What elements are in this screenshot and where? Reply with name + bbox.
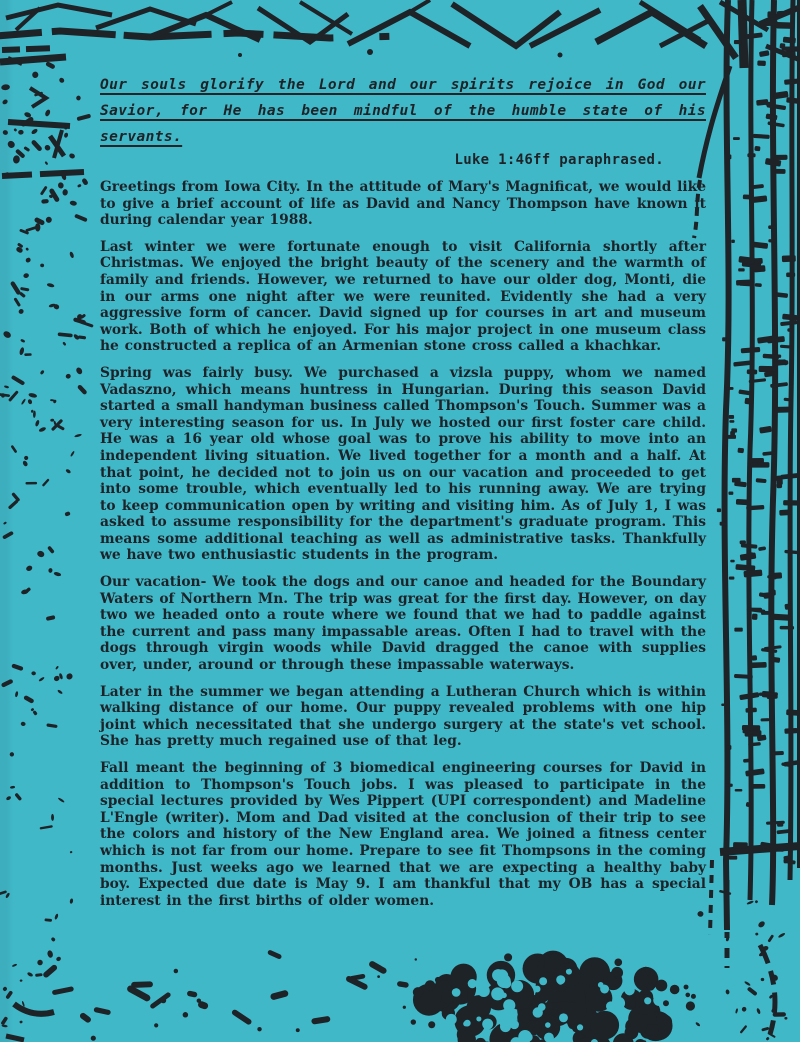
scripture-attribution: Luke 1:46ff paraphrased. [454, 152, 664, 168]
foliage-fringe [411, 953, 696, 1042]
scripture-line-1: Our souls glorify the Lord and our spirits rejoice in God our [100, 77, 706, 93]
letter-paragraph-spring-summer: Spring was fairly busy. We purchased a vizsla puppy, whom we named Vadaszno, which means huntress in Hungarian. During this season David started a small handyman business called Thompson's Touch. Summer was a very interesting season for us. In July we hosted our first foster care child. He was a 16 year old whose goal was to prove his ability to move into an independent living situation. We lived together for a month and a half. At that point, he decided not to join us on our vacation and proceeded to get into some trouble, which eventually led to his running away. We are trying to keep communication open by writing and visiting him. As of July 1, I was asked to assume responsibility for the department's graduate program. This means some additional teaching as well as administrative tasks. Thankfully we have two enthusiastic students in the program. [100, 364, 706, 564]
branch-strokes [0, 0, 800, 68]
foliage-mass [413, 951, 673, 1042]
foliage-holes [446, 969, 665, 1042]
letter-paragraph-greeting: Greetings from Iowa City. In the attitude of Mary's Magnificat, we would like to give a brief account of life as David and Nancy Thompson have known it during calendar year 1988. [100, 179, 706, 229]
tree-branches-icon [0, 0, 800, 70]
birch-trunks-icon [690, 0, 800, 1042]
ink-speckles-icon [0, 0, 100, 1042]
letter-body [100, 72, 706, 919]
letter-paragraph-vacation: Our vacation- We took the dogs and our canoe and headed for the Boundary Waters of Northern Mn. The trip was great for the first day. However, on day two we headed onto a route where we found that we had to paddle against the current and pass many impassable areas. Often I had to travel with the dogs through virgin woods while David dragged the canoe with supplies over, under, around or through these impassable waterways. [100, 574, 706, 674]
left-bars [0, 57, 84, 1040]
trunk-strokes [694, 0, 800, 1040]
bark-texture [695, 11, 800, 1041]
left-speckles [0, 61, 94, 1028]
letter-paragraph-church-puppy: Later in the summer we began attending a Lutheran Church which is within walking distance of our home. Our puppy revealed problems with one hip joint which necessitated that she undergo surgery at the state's vet school. She has pretty much regained use of that leg. [100, 683, 706, 750]
foliage-thicket-icon [0, 927, 800, 1042]
letter-paragraph-fall: Fall meant the beginning of 3 biomedical engineering courses for David in addition to Thompson's Touch jobs. I was pleased to participate in the special lectures provided by Wes Pippert (UPI correspondent) and Madeline L'Engle (writer). Mom and Dad visited at the conclusion of their trip to see the colors and history of the New England area. We joined a fitness center which is not far from our home. Prepare to see fit Thompsons in the coming months. Just weeks ago we learned that we are expecting a healthy baby boy. Expected due date is May 9. I am thankful that my OB has a special interest in the first births of older women. [100, 760, 706, 909]
scripture-quote [100, 72, 706, 150]
letter-paragraphs [100, 179, 706, 909]
scripture-line-2: Savior, for He has been mindful of the humble state of his servants. [100, 103, 706, 145]
letter-paragraph-winter: Last winter we were fortunate enough to visit California shortly after Christmas. We enjoyed the bright beauty of the scenery and the warmth of family and friends. However, we returned to have our older dog, Monti, die in our arms one night after we were reunited. Evidently she had a very aggressive form of cancer. David signed up for courses in art and museum work. Both of which he enjoyed. For his major project in one museum class he constructed a replica of an Armenian stone cross called a khachkar. [100, 238, 706, 355]
scattered-dashes [37, 934, 787, 1041]
